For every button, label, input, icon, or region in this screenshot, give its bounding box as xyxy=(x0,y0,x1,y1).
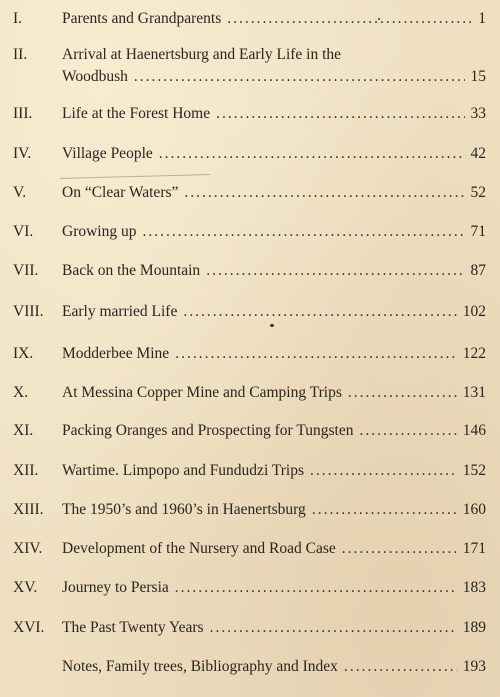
chapter-title: Wartime. Limpopo and Fundudzi Trips xyxy=(62,462,305,479)
chapter-title: Woodbush xyxy=(62,68,128,85)
leader-dots xyxy=(159,143,465,164)
leader-dots xyxy=(310,460,457,481)
page-number: 71 xyxy=(470,223,486,240)
chapter-title: Notes, Family trees, Bibliography and Index xyxy=(62,658,338,675)
leader-dots xyxy=(227,8,472,29)
leader-dots xyxy=(206,260,464,281)
chapter-title: The 1950’s and 1960’s in Haenertsburg xyxy=(62,501,306,518)
toc-line xyxy=(62,577,486,598)
page-number: 131 xyxy=(462,384,486,401)
leader-dots xyxy=(175,577,457,598)
page-number: 33 xyxy=(470,105,486,122)
toc-line xyxy=(62,260,486,281)
chapter-number: III. xyxy=(13,105,33,122)
leader-dots xyxy=(175,343,457,364)
toc-line xyxy=(62,617,486,638)
chapter-title: The Past Twenty Years xyxy=(62,619,204,636)
chapter-number: I. xyxy=(13,10,23,27)
toc-line xyxy=(62,221,486,242)
chapter-title: At Messina Copper Mine and Camping Trips xyxy=(62,384,342,401)
chapter-number: X. xyxy=(13,384,29,401)
chapter-title: Modderbee Mine xyxy=(62,345,170,362)
chapter-title: Packing Oranges and Prospecting for Tungsten xyxy=(62,422,354,439)
toc-line xyxy=(62,656,486,677)
leader-dots xyxy=(359,420,456,441)
toc-line xyxy=(62,66,486,87)
toc-line xyxy=(62,420,486,441)
page-number: 152 xyxy=(462,462,486,479)
toc-line xyxy=(62,343,486,364)
chapter-title: Early married Life xyxy=(62,303,178,320)
chapter-title-line1: Arrival at Haenertsburg and Early Life in the xyxy=(62,46,342,63)
toc-line xyxy=(62,8,486,29)
chapter-title: Village People xyxy=(62,145,153,162)
chapter-number: V. xyxy=(13,184,27,201)
leader-dots xyxy=(142,221,464,242)
toc-line xyxy=(62,182,486,203)
chapter-number: IX. xyxy=(13,345,34,362)
toc-line xyxy=(62,143,486,164)
page-number: 1 xyxy=(478,10,486,27)
toc-line xyxy=(62,499,486,520)
page-number: 122 xyxy=(462,345,486,362)
page-number: 171 xyxy=(462,540,486,557)
leader-dots xyxy=(184,182,464,203)
leader-dots xyxy=(312,499,457,520)
leader-dots xyxy=(342,538,457,559)
chapter-title: On “Clear Waters” xyxy=(62,184,179,201)
chapter-title: Back on the Mountain xyxy=(62,262,201,279)
toc-line xyxy=(62,103,486,124)
page-number: 183 xyxy=(462,579,486,596)
chapter-title: Journey to Persia xyxy=(62,579,169,596)
leader-dots xyxy=(216,103,464,124)
leader-dots xyxy=(134,66,465,87)
paper-crease xyxy=(60,174,210,179)
toc-line xyxy=(62,460,486,481)
chapter-number: XI. xyxy=(13,422,34,439)
chapter-title: Parents and Grandparents xyxy=(62,10,222,27)
leader-dots xyxy=(210,617,457,638)
chapter-number: XII. xyxy=(13,462,39,479)
page-number: 189 xyxy=(462,619,486,636)
page-number: 102 xyxy=(462,303,486,320)
page-number: 160 xyxy=(462,501,486,518)
chapter-number: IV. xyxy=(13,145,32,162)
page-number: 42 xyxy=(470,145,486,162)
page-number: 193 xyxy=(462,658,486,675)
chapter-title: Development of the Nursery and Road Case xyxy=(62,540,336,557)
chapter-title: Life at the Forest Home xyxy=(62,105,211,122)
toc-text-block xyxy=(62,44,486,87)
leader-dots xyxy=(348,382,457,403)
chapter-number: XV. xyxy=(13,579,38,596)
chapter-number: VIII. xyxy=(13,303,44,320)
chapter-number: VI. xyxy=(13,223,34,240)
leader-dots xyxy=(183,301,456,322)
toc-line xyxy=(62,301,486,322)
page-number: 15 xyxy=(470,68,486,85)
toc-line xyxy=(62,538,486,559)
chapter-number: VII. xyxy=(13,262,39,279)
chapter-title: Growing up xyxy=(62,223,137,240)
leader-dots xyxy=(344,656,457,677)
toc-line xyxy=(62,382,486,403)
page-number: 52 xyxy=(470,184,486,201)
ink-speck xyxy=(270,324,274,327)
chapter-number: XIV. xyxy=(13,540,43,557)
chapter-number: XIII. xyxy=(13,501,44,518)
ink-speck xyxy=(378,18,380,20)
chapter-number: II. xyxy=(13,46,28,63)
chapter-number: XVI. xyxy=(13,619,45,636)
page-number: 146 xyxy=(462,422,486,439)
page-number: 87 xyxy=(470,262,486,279)
